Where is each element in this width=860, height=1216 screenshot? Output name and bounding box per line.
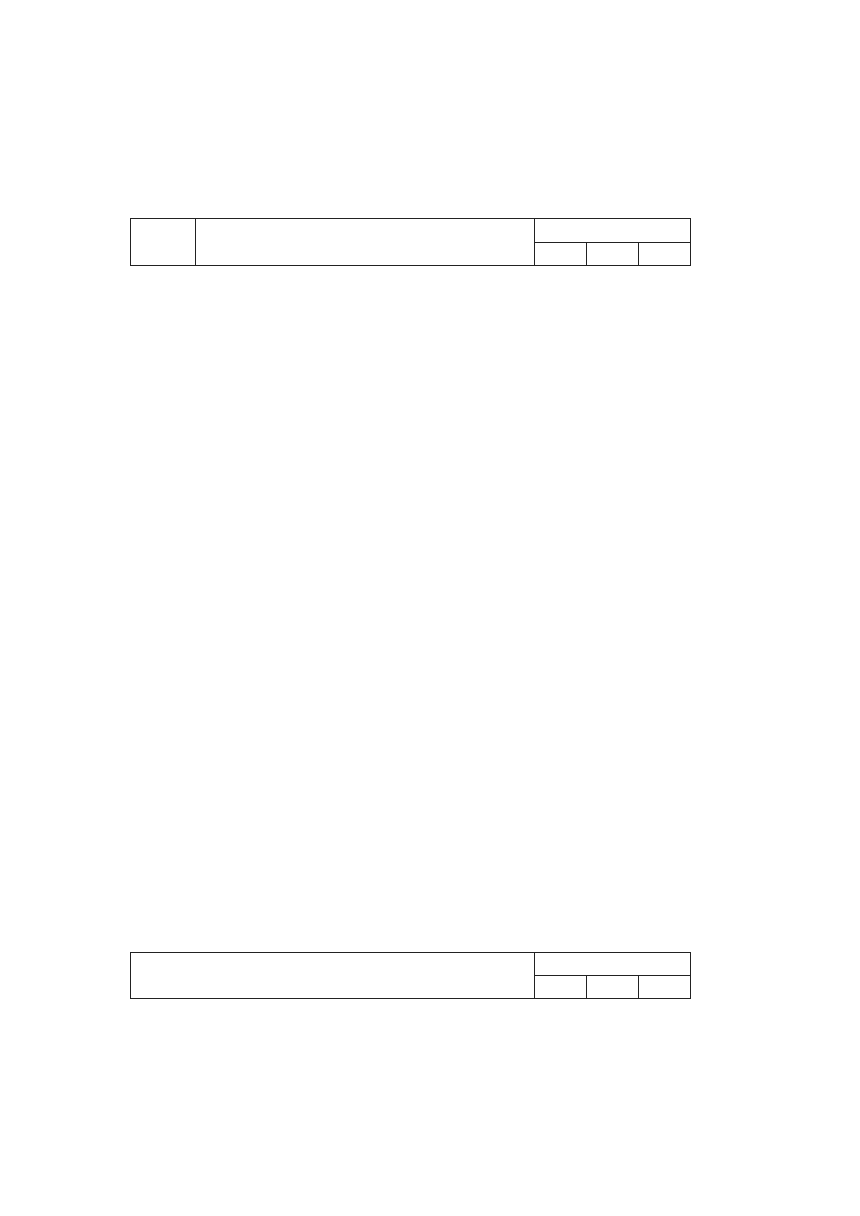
header-a — [535, 243, 587, 266]
header-requirement — [535, 953, 691, 976]
header-b — [587, 976, 639, 999]
requirements-table-2 — [130, 952, 691, 999]
header-content — [131, 953, 535, 999]
header-b — [587, 243, 639, 266]
table-corner-cell — [131, 219, 196, 266]
header-c — [639, 976, 691, 999]
header-a — [535, 976, 587, 999]
header-requirement — [535, 219, 691, 243]
header-c — [639, 243, 691, 266]
header-content — [196, 219, 535, 266]
requirements-table-1 — [130, 218, 691, 266]
